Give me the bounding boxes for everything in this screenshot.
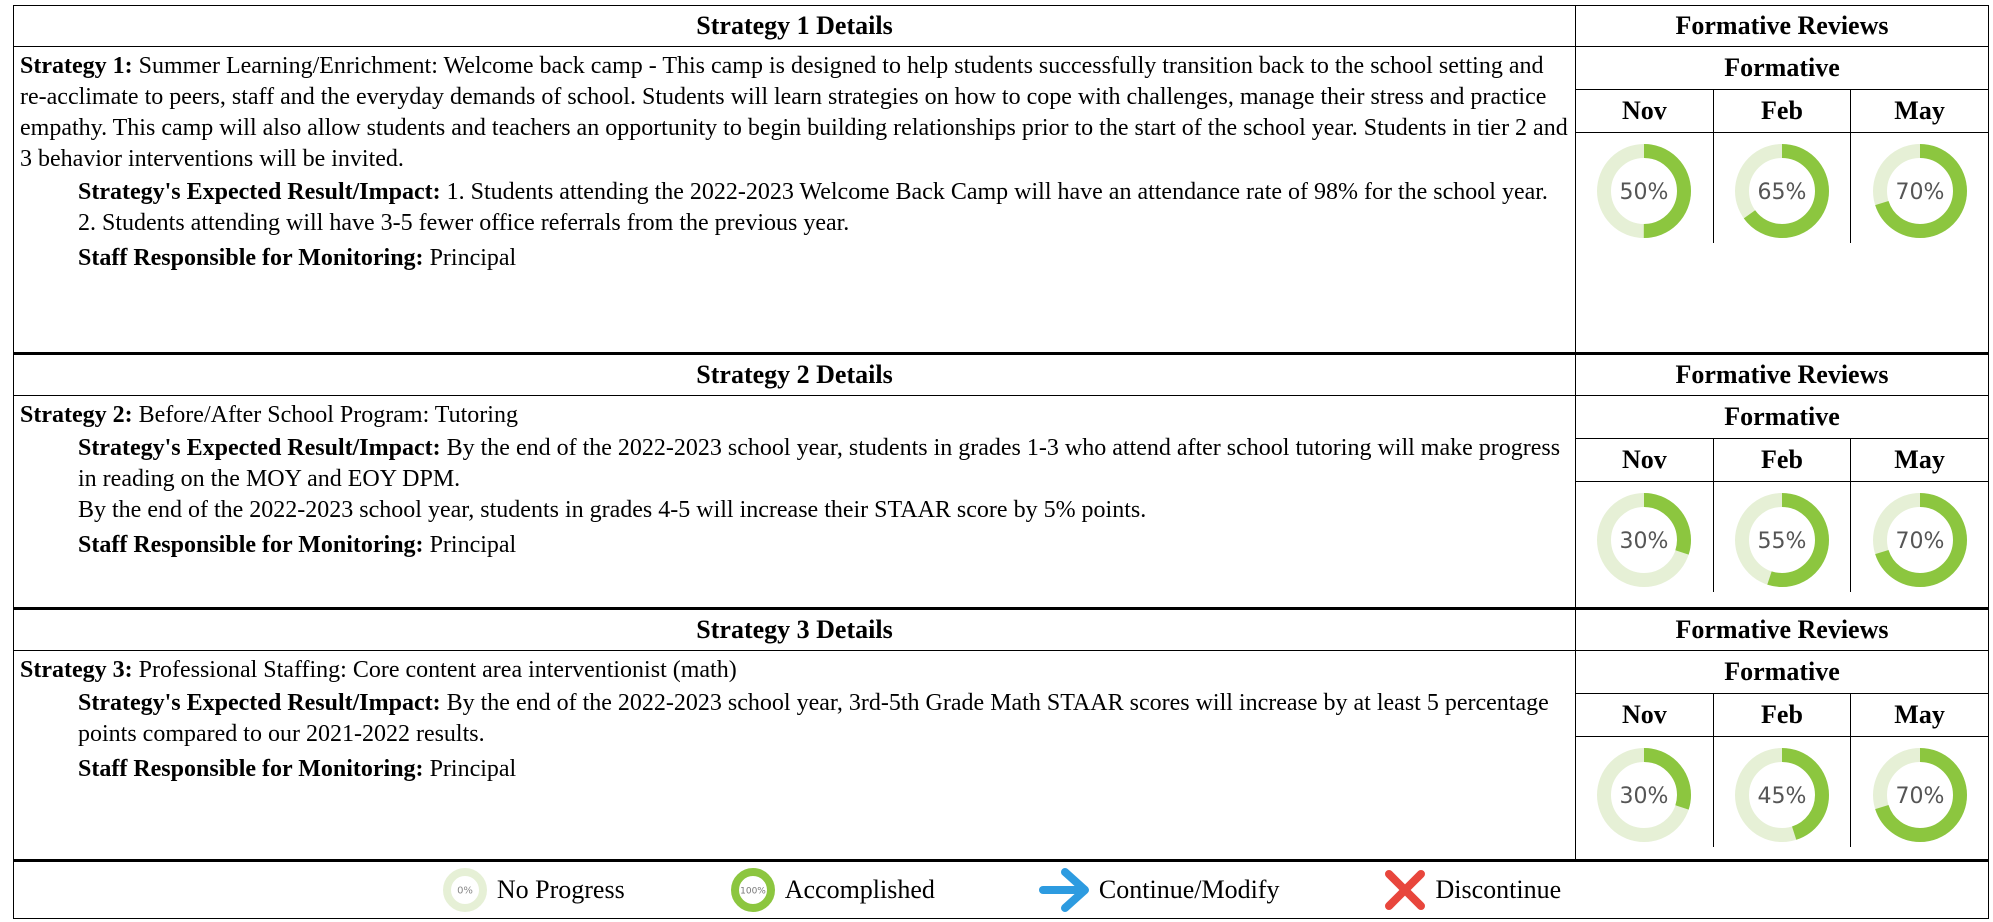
- legend-item-no-progress: [441, 866, 625, 914]
- formative-label: Formative: [1576, 47, 1988, 90]
- strategy-header: Strategy 3 Details: [14, 609, 1576, 651]
- strategy-table: [13, 5, 1989, 919]
- formative-review-cell: [1576, 651, 1989, 861]
- impact-label: Strategy's Expected Result/Impact:: [78, 179, 441, 205]
- no-progress-icon-text: 0%: [456, 885, 473, 897]
- month-may: May: [1851, 90, 1988, 133]
- progress-ring: [1730, 743, 1834, 847]
- strategy-document: [13, 5, 1988, 917]
- impact-label: Strategy's Expected Result/Impact:: [78, 690, 441, 716]
- staff-text: Principal: [429, 532, 517, 558]
- formative-review-cell: [1576, 47, 1989, 354]
- legend-label: Accomplished: [784, 875, 935, 904]
- review-nov: [1576, 482, 1713, 593]
- accomplished-icon-text: 100%: [739, 886, 766, 897]
- review-feb: [1713, 482, 1850, 593]
- legend-item-continue: [1039, 866, 1280, 914]
- progress-ring-label: 65%: [1757, 180, 1807, 205]
- impact-text-2: 2. Students attending will have 3-5 fewer office referrals from the previous year.: [78, 210, 850, 236]
- continue-arrow-icon: [1039, 866, 1091, 914]
- progress-ring-label: 70%: [1895, 784, 1945, 809]
- formative-label: Formative: [1576, 651, 1988, 694]
- impact-text: 1. Students attending the 2022-2023 Welcome Back Camp will have an attendance rate of 98% for the school year.: [446, 179, 1548, 205]
- formative-reviews-header: Formative Reviews: [1576, 609, 1989, 651]
- legend-item-discontinue: [1383, 868, 1561, 912]
- impact-text: By the end of the 2022-2023 school year, 3rd-5th Grade Math STAAR scores will increase by at least 5 percentage points compared to our 2021-2022 results.: [78, 690, 1549, 747]
- formative-reviews-header: Formative Reviews: [1576, 354, 1989, 396]
- strategy-header: Strategy 1 Details: [14, 6, 1576, 47]
- legend: [14, 861, 1989, 919]
- progress-ring-label: 70%: [1895, 180, 1945, 205]
- progress-ring-label: 50%: [1619, 180, 1669, 205]
- strategy-details: [14, 396, 1576, 609]
- strategy-details: [14, 651, 1576, 861]
- month-nov: Nov: [1576, 439, 1713, 482]
- staff-text: Principal: [429, 245, 517, 271]
- progress-ring-label: 30%: [1619, 529, 1669, 554]
- progress-ring-label: 30%: [1619, 784, 1669, 809]
- strategy-header: Strategy 2 Details: [14, 354, 1576, 396]
- progress-ring: [1592, 743, 1696, 847]
- month-nov: Nov: [1576, 694, 1713, 737]
- strategy-text: Before/After School Program: Tutoring: [138, 402, 518, 428]
- month-may: May: [1851, 439, 1988, 482]
- progress-ring-label: 55%: [1757, 529, 1807, 554]
- review-nov: [1576, 737, 1713, 848]
- review-feb: [1713, 737, 1850, 848]
- staff-label: Staff Responsible for Monitoring:: [78, 245, 424, 271]
- progress-ring: [1592, 488, 1696, 592]
- month-feb: Feb: [1713, 694, 1850, 737]
- impact-text: By the end of the 2022-2023 school year, students in grades 1-3 who attend after school tutoring will make progress in reading on the MOY and EOY DPM.: [78, 435, 1561, 492]
- formative-label: Formative: [1576, 396, 1988, 439]
- legend-label: Continue/Modify: [1098, 875, 1280, 904]
- formative-reviews-header: Formative Reviews: [1576, 6, 1989, 47]
- legend-label: Discontinue: [1435, 875, 1562, 904]
- month-may: May: [1851, 694, 1988, 737]
- progress-ring: [1868, 139, 1972, 243]
- review-feb: [1713, 133, 1850, 244]
- accomplished-icon: [729, 866, 777, 914]
- staff-label: Staff Responsible for Monitoring:: [78, 532, 424, 558]
- legend-label: No Progress: [496, 875, 625, 904]
- strategy-text: Professional Staffing: Core content area interventionist (math): [138, 657, 737, 683]
- staff-label: Staff Responsible for Monitoring:: [78, 756, 424, 782]
- formative-review-cell: [1576, 396, 1989, 609]
- progress-ring: [1868, 743, 1972, 847]
- strategy-text: Summer Learning/Enrichment: Welcome back camp - This camp is designed to help students successfully transition back to the school setting and re-acclimate to peers, staff and the everyday demands of school. Students will learn strategies on how to cope with challenges, manage their stress and practice empathy. This camp will also allow students and teachers an opportunity to begin building relationships prior to the start of the school year. Students in tier 2 and 3 behavior interventions will be invited.: [20, 53, 1568, 172]
- progress-ring-label: 45%: [1757, 784, 1807, 809]
- strategy-label: Strategy 2:: [20, 402, 133, 428]
- review-may: [1851, 133, 1988, 244]
- month-feb: Feb: [1713, 439, 1850, 482]
- strategy-label: Strategy 3:: [20, 657, 133, 683]
- staff-text: Principal: [429, 756, 517, 782]
- strategy-details: [14, 47, 1576, 354]
- review-may: [1851, 737, 1988, 848]
- progress-ring-label: 70%: [1895, 529, 1945, 554]
- progress-ring: [1730, 488, 1834, 592]
- review-nov: [1576, 133, 1713, 244]
- no-progress-icon: [441, 866, 489, 914]
- progress-ring: [1592, 139, 1696, 243]
- impact-label: Strategy's Expected Result/Impact:: [78, 435, 441, 461]
- month-nov: Nov: [1576, 90, 1713, 133]
- progress-ring: [1868, 488, 1972, 592]
- legend-item-accomplished: [729, 866, 935, 914]
- discontinue-x-icon: [1383, 868, 1427, 912]
- review-may: [1851, 482, 1988, 593]
- progress-ring: [1730, 139, 1834, 243]
- strategy-label: Strategy 1:: [20, 53, 133, 79]
- month-feb: Feb: [1713, 90, 1850, 133]
- impact-text-2: By the end of the 2022-2023 school year, students in grades 4-5 will increase their STAAR score by 5% points.: [78, 497, 1147, 523]
